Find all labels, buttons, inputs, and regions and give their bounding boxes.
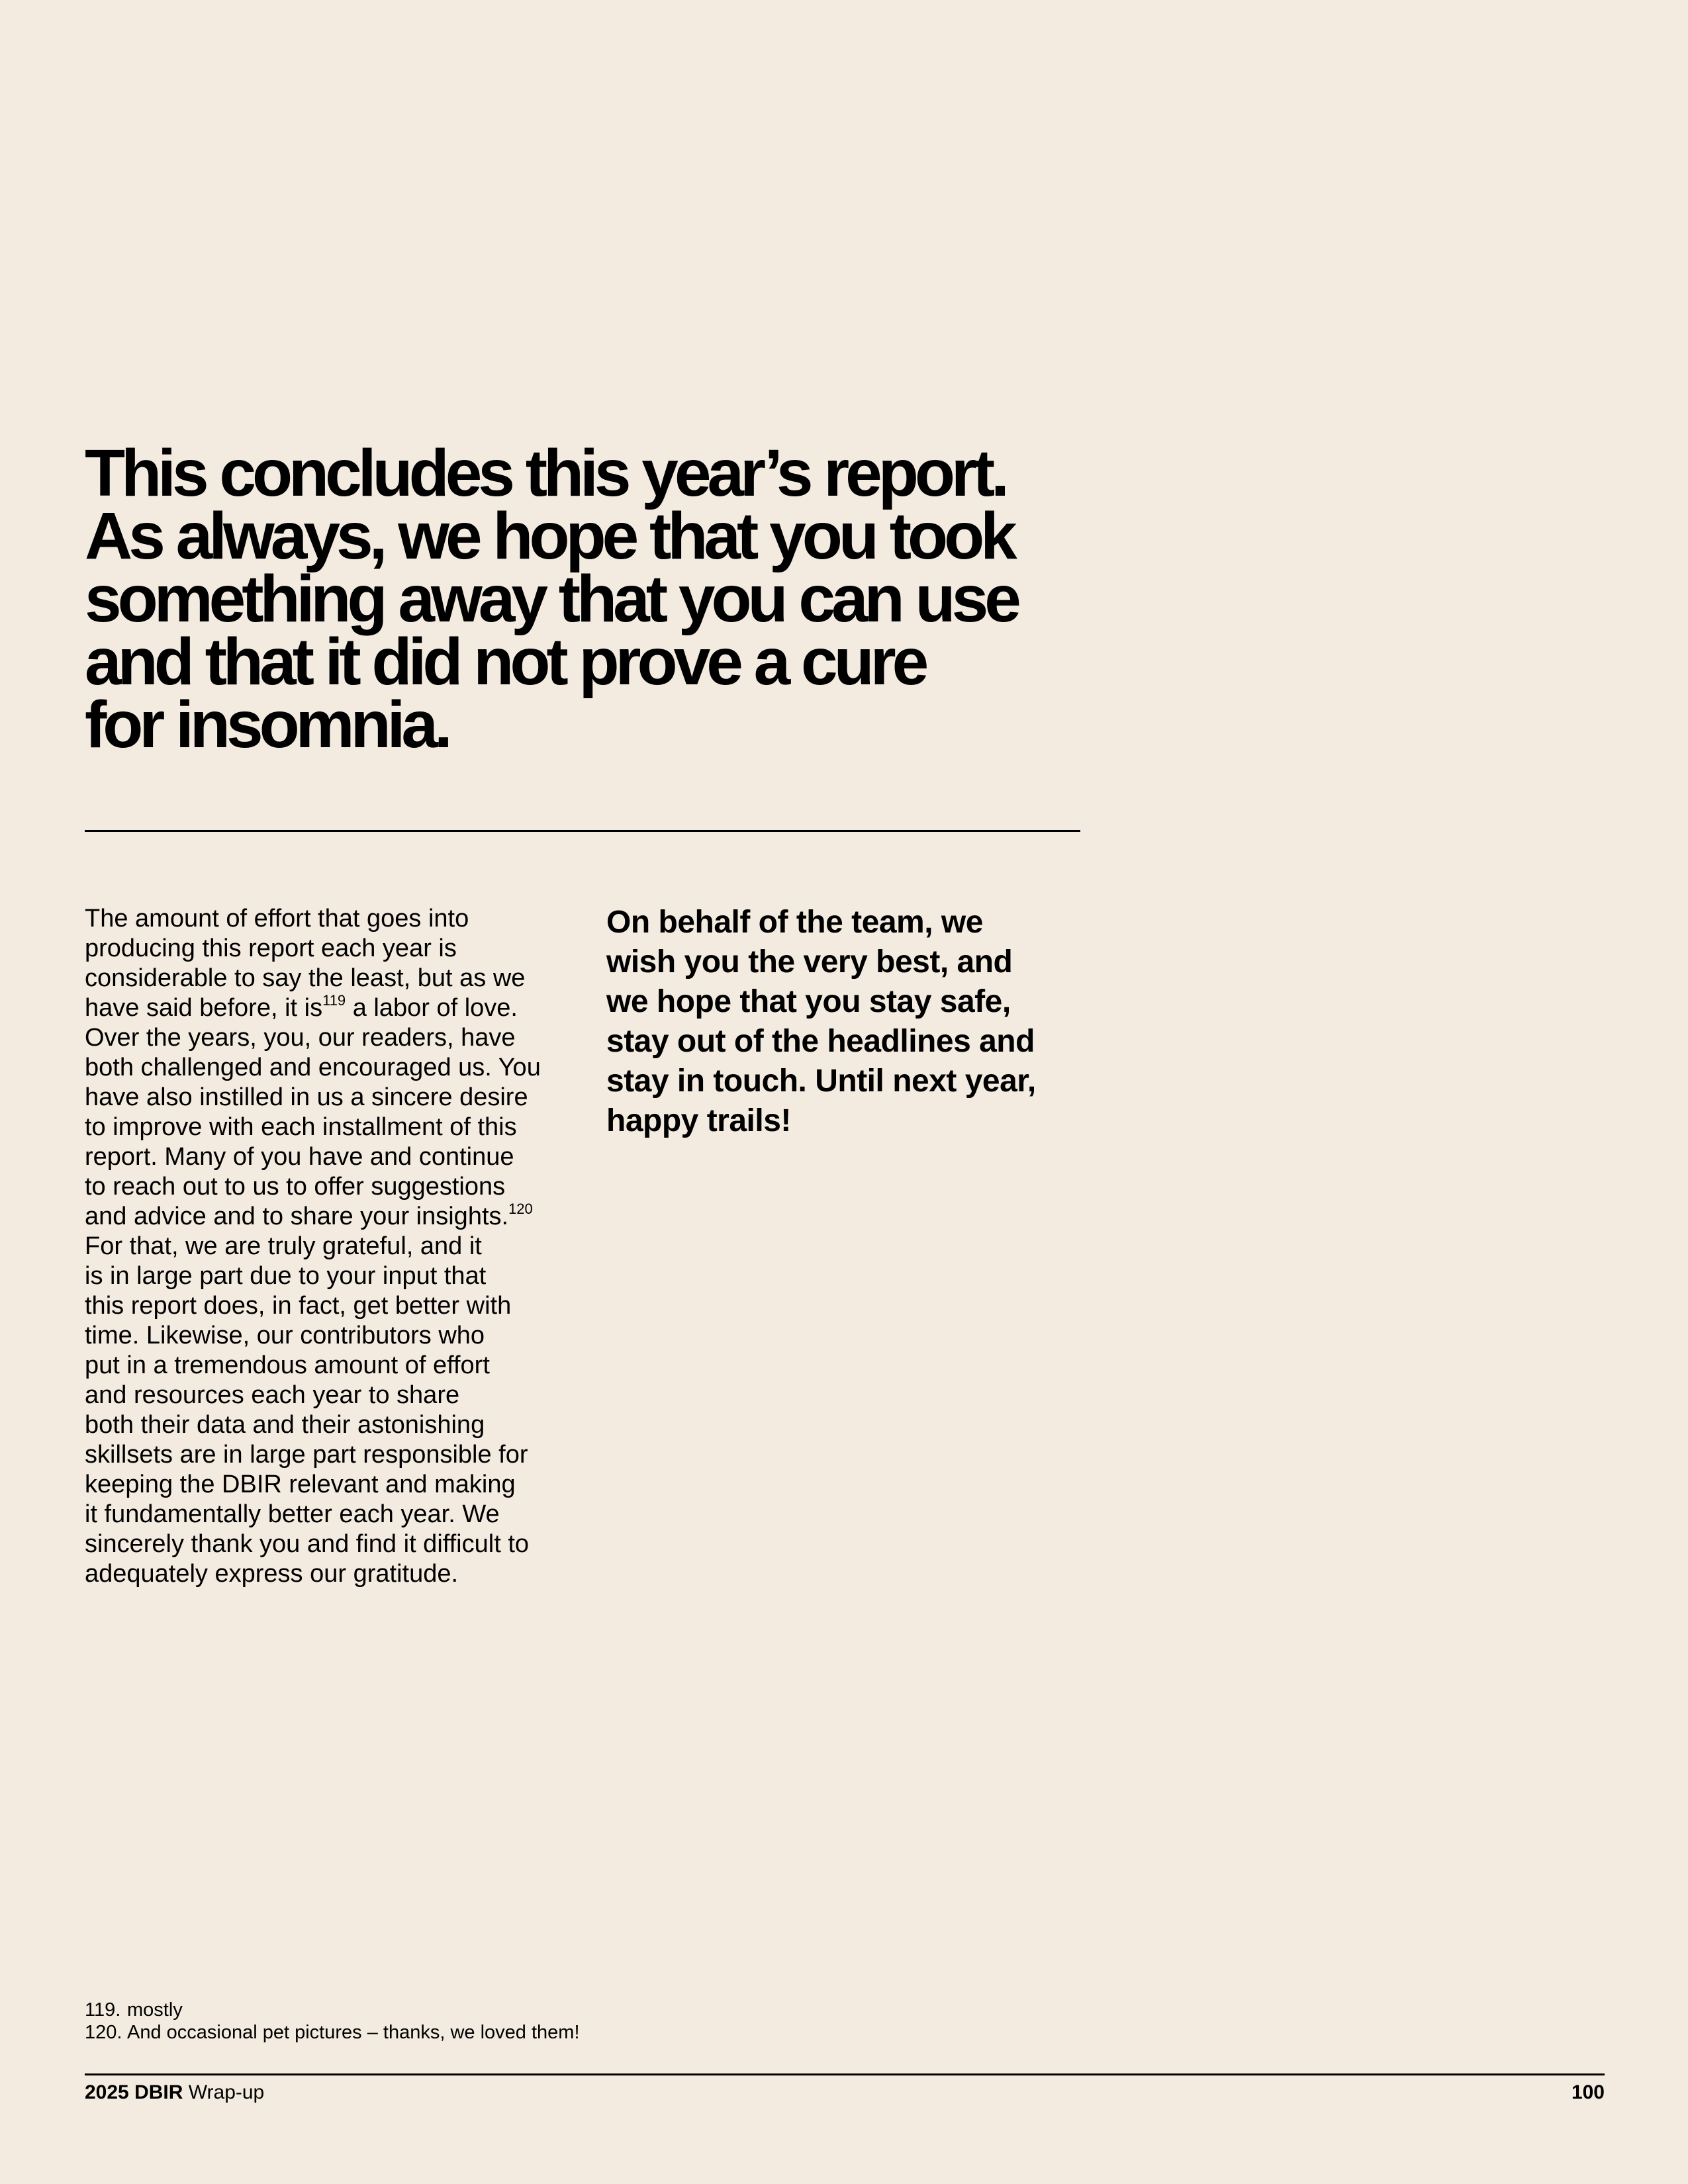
body-line: time. Likewise, our contributors who <box>85 1322 485 1349</box>
callout-line: On behalf of the team, we <box>606 905 983 940</box>
body-line <box>85 993 575 1023</box>
footnote-number: 119. <box>85 1999 121 2021</box>
headline-line: As always, we hope that you took <box>85 499 1013 573</box>
footnote-text: And occasional pet pictures – thanks, we loved them! <box>127 2022 580 2043</box>
page-number: 100 <box>1571 2081 1605 2103</box>
footer-report-title: 2025 DBIR <box>85 2081 183 2103</box>
body-text: a labor of love. <box>346 994 518 1022</box>
body-paragraph <box>85 904 575 1589</box>
headline-line: something away that you can use <box>85 562 1017 636</box>
footnote-ref-120[interactable]: 120 <box>508 1201 533 1217</box>
footnotes <box>85 1999 580 2044</box>
body-line: producing this report each year is <box>85 934 457 962</box>
callout-line: we hope that you stay safe, <box>606 984 1011 1019</box>
body-text: and advice and to share your insights. <box>85 1203 509 1230</box>
callout-quote <box>606 903 1083 1141</box>
headline-line: This concludes this year’s report. <box>85 436 1006 510</box>
headline-line: and that it did not prove a cure <box>85 625 925 699</box>
body-line: For that, we are truly grateful, and it <box>85 1232 482 1260</box>
body-line: both their data and their astonishing <box>85 1411 485 1439</box>
footnote-119 <box>85 1999 580 2021</box>
page-headline <box>85 436 1117 762</box>
body-line: report. Many of you have and continue <box>85 1143 514 1171</box>
footnote-text: mostly <box>127 1999 183 2021</box>
body-line: keeping the DBIR relevant and making <box>85 1471 516 1498</box>
body-line: skillsets are in large part responsible for <box>85 1441 528 1469</box>
callout-line: stay in touch. Until next year, <box>606 1064 1036 1099</box>
body-line: and resources each year to share <box>85 1381 460 1409</box>
body-line: The amount of effort that goes into <box>85 905 469 933</box>
footer-section-name: Wrap-up <box>188 2081 265 2103</box>
body-line: both challenged and encouraged us. You <box>85 1054 541 1081</box>
body-line: to improve with each installment of this <box>85 1113 517 1141</box>
body-line: put in a tremendous amount of effort <box>85 1351 490 1379</box>
callout-line: happy trails! <box>606 1103 791 1138</box>
headline-line: for insomnia. <box>85 688 449 762</box>
body-line: is in large part due to your input that <box>85 1262 487 1290</box>
body-line <box>85 1202 575 1232</box>
body-line: this report does, in fact, get better with <box>85 1292 512 1320</box>
body-line: Over the years, you, our readers, have <box>85 1024 516 1052</box>
body-line: have also instilled in us a sincere desire <box>85 1083 528 1111</box>
footer-divider <box>85 2073 1605 2075</box>
footnote-ref-119[interactable]: 119 <box>322 992 346 1009</box>
callout-line: wish you the very best, and <box>606 944 1013 979</box>
body-line: considerable to say the least, but as we <box>85 964 526 992</box>
body-line: adequately express our gratitude. <box>85 1560 459 1588</box>
body-text: have said before, it is <box>85 994 323 1022</box>
section-divider <box>85 830 1080 832</box>
footnote-120 <box>85 2021 580 2044</box>
footer-section-label <box>85 2081 264 2105</box>
body-line: it fundamentally better each year. We <box>85 1500 500 1528</box>
body-line: sincerely thank you and find it difficult to <box>85 1530 530 1558</box>
footnote-number: 120. <box>85 2022 122 2043</box>
body-line: to reach out to us to offer suggestions <box>85 1173 506 1201</box>
callout-line: stay out of the headlines and <box>606 1024 1035 1059</box>
